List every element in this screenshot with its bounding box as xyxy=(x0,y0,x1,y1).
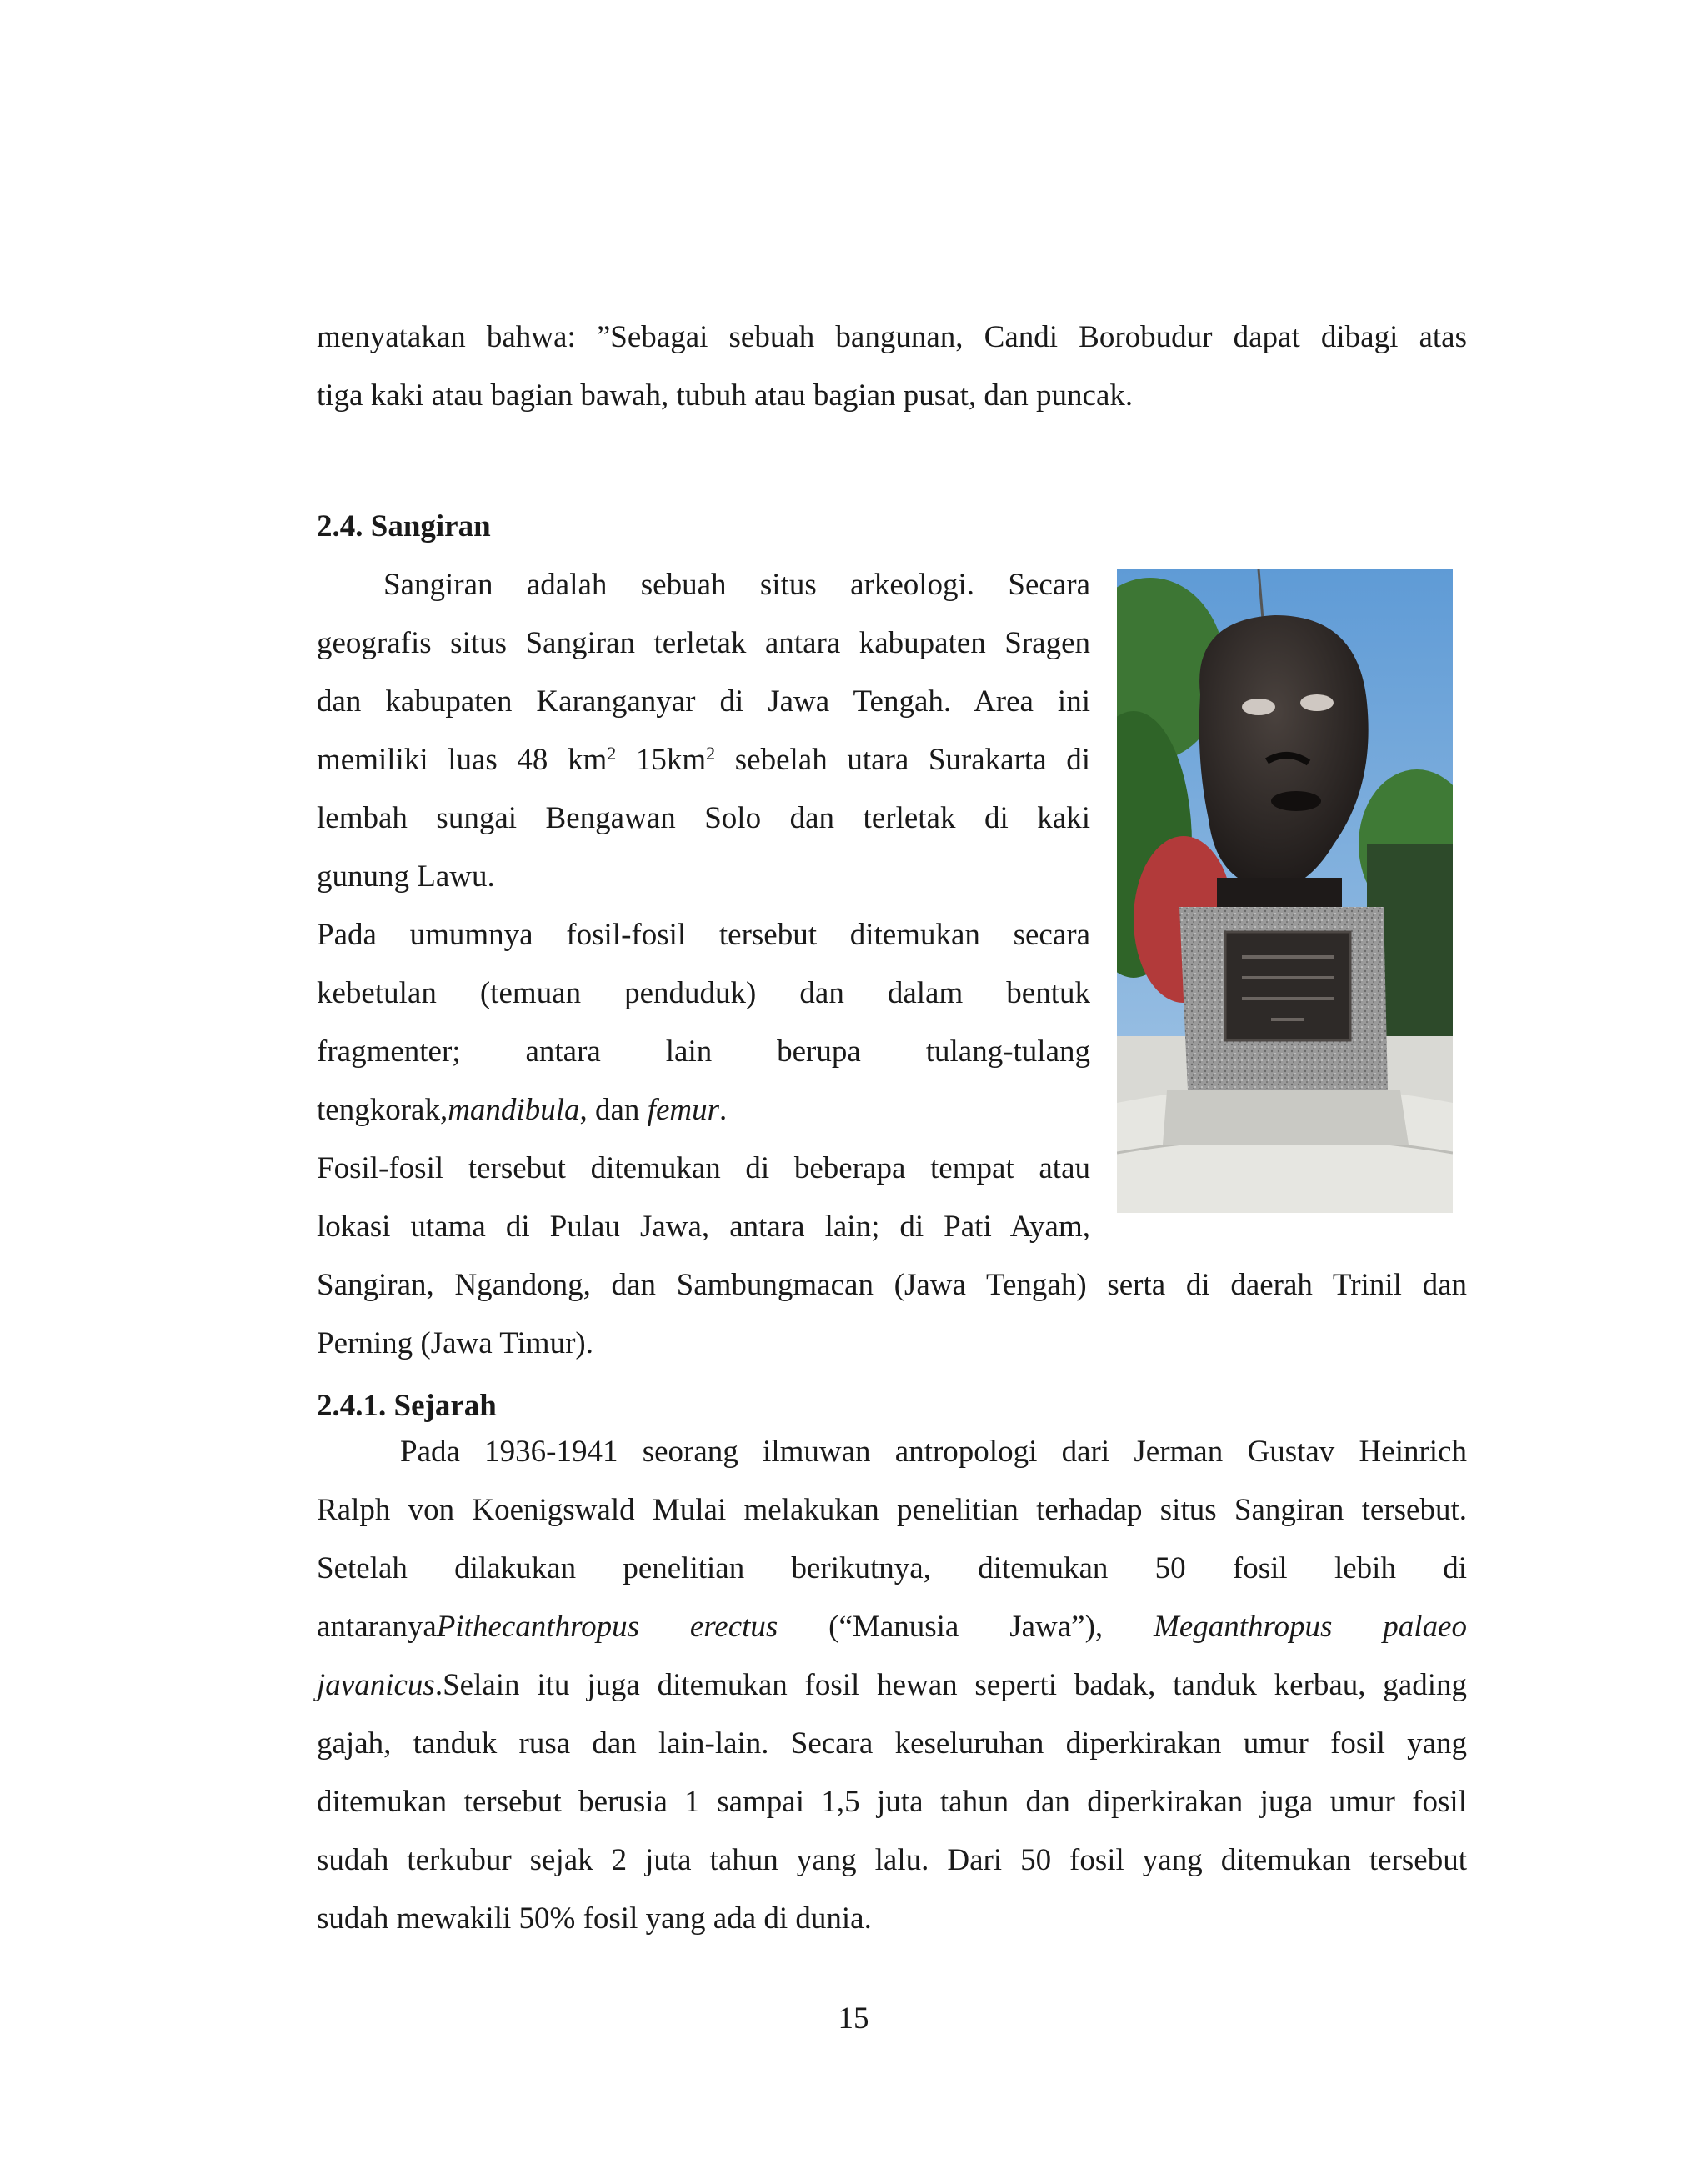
paragraph-line: gunung Lawu. xyxy=(317,859,495,894)
paragraph-line: lokasi utama di Pulau Jawa, antara lain; di Pati Ayam, xyxy=(317,1210,1090,1244)
paragraph-line: sudah mewakili 50% fosil yang ada di dunia. xyxy=(317,1901,872,1936)
paragraph-line: kebetulan (temuan penduduk) dan dalam bentuk xyxy=(317,976,1090,1010)
paragraph-line: memiliki luas 48 $km^2$ $15km^2$ sebelah utara Surakarta di xyxy=(317,743,1091,777)
paragraph-line: antaranyaPithecanthropus erectus (“Manusia Jawa”), Meganthropus palaeo xyxy=(317,1610,1467,1644)
paragraph-line: Fosil-fosil tersebut ditemukan di beberapa tempat atau xyxy=(317,1151,1090,1185)
paragraph-line: Pada umumnya fosil-fosil tersebut ditemukan secara xyxy=(317,918,1090,952)
paragraph-line: lembah sungai Bengawan Solo dan terletak di kaki xyxy=(317,801,1090,835)
paragraph-line: Perning (Jawa Timur). xyxy=(317,1326,593,1360)
paragraph-line: Sangiran adalah sebuah situs arkeologi. Secara xyxy=(383,568,1090,602)
paragraph-line: ditemukan tersebut berusia 1 sampai 1,5 juta tahun dan diperkirakan juga umur fosil xyxy=(317,1785,1467,1819)
paragraph-line: javanicus.Selain itu juga ditemukan fosil hewan seperti badak, tanduk kerbau, gading xyxy=(317,1668,1467,1702)
paragraph-line: sudah terkubur sejak 2 juta tahun yang lalu. Dari 50 fosil yang ditemukan tersebut xyxy=(317,1843,1467,1877)
subsection-heading: 2.4.1. Sejarah xyxy=(317,1389,497,1423)
paragraph-line: Pada 1936-1941 seorang ilmuwan antropologi dari Jerman Gustav Heinrich xyxy=(400,1435,1467,1469)
paragraph-line: gajah, tanduk rusa dan lain-lain. Secara keseluruhan diperkirakan umur fosil yang xyxy=(317,1726,1467,1761)
paragraph-line: tiga kaki atau bagian bawah, tubuh atau bagian pusat, dan puncak. xyxy=(317,378,1134,413)
statue-photo-illustration xyxy=(1117,569,1453,1213)
paragraph-line: tengkorak,mandibula, dan femur. xyxy=(317,1093,728,1127)
paragraph-line: geografis situs Sangiran terletak antara kabupaten Sragen xyxy=(317,626,1090,660)
paragraph-line: menyatakan bahwa: ”Sebagai sebuah bangunan, Candi Borobudur dapat dibagi atas xyxy=(317,320,1467,354)
page-number: 15 xyxy=(838,2001,869,2036)
paragraph-line: Sangiran, Ngandong, dan Sambungmacan (Jawa Tengah) serta di daerah Trinil dan xyxy=(317,1268,1467,1302)
paragraph-line: Ralph von Koenigswald Mulai melakukan penelitian terhadap situs Sangiran tersebut. xyxy=(317,1493,1467,1527)
paragraph-line: dan kabupaten Karanganyar di Jawa Tengah. Area ini xyxy=(317,684,1090,719)
section-heading: 2.4. Sangiran xyxy=(317,509,491,543)
sangiran-statue-photo xyxy=(1117,569,1453,1213)
paragraph-line: fragmenter; antara lain berupa tulang-tulang xyxy=(317,1034,1090,1069)
paragraph-line: Setelah dilakukan penelitian berikutnya, ditemukan 50 fosil lebih di xyxy=(317,1551,1467,1585)
